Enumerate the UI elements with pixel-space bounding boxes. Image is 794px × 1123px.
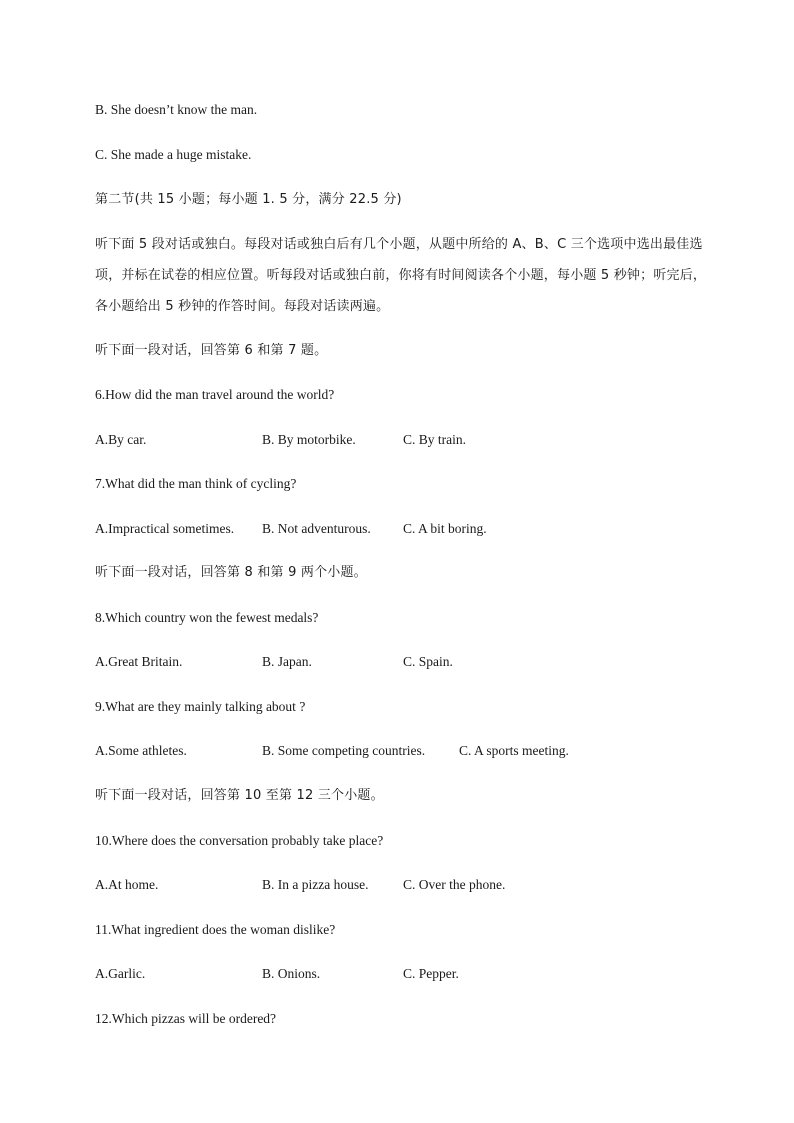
q9-option-b: B. Some competing countries.: [262, 743, 426, 758]
q6-option-a: A.By car.: [95, 432, 147, 447]
question-8: 8.Which country won the fewest medals?: [95, 610, 319, 625]
q11-option-a: A.Garlic.: [95, 966, 146, 981]
question-9: 9.What are they mainly talking about ?: [95, 699, 306, 714]
q9-option-a: A.Some athletes.: [95, 743, 187, 758]
q11-option-c: C. Pepper.: [403, 966, 459, 981]
q10-option-b: B. In a pizza house.: [262, 877, 369, 892]
q7-option-c: C. A bit boring.: [403, 521, 487, 536]
question-10: 10.Where does the conversation probably take place?: [95, 833, 384, 848]
q10-option-a: A.At home.: [95, 877, 159, 892]
q7-option-a: A.Impractical sometimes.: [95, 521, 235, 536]
q7-option-b: B. Not adventurous.: [262, 521, 371, 536]
q10-option-c: C. Over the phone.: [403, 877, 506, 892]
option-c-previous-question: C. She made a huge mistake.: [95, 147, 252, 162]
question-11: 11.What ingredient does the woman dislike?: [95, 922, 336, 937]
question-7: 7.What did the man think of cycling?: [95, 476, 297, 491]
q6-option-c: C. By train.: [403, 432, 466, 447]
dialogue-intro-6-7: 听下面一段对话，回答第 6 和第 7 题。: [95, 343, 328, 358]
q8-option-a: A.Great Britain.: [95, 654, 183, 669]
question-6: 6.How did the man travel around the world?: [95, 387, 335, 402]
q11-option-b: B. Onions.: [262, 966, 321, 981]
q8-option-b: B. Japan.: [262, 654, 312, 669]
section-instructions: 听下面 5 段对话或独白。每段对话或独白后有几个小题，从题中所给的 A、B、C 三个选项中选出最佳选项，并标在试卷的相应位置。听每段对话或独白前，你将有时间阅读各个小题，每小题 5 秒钟；听完后，各小题给出 5 秒钟的作答时间。每段对话读两遍。: [95, 237, 707, 314]
option-b-previous-question: B. She doesn’t know the man.: [95, 102, 258, 117]
dialogue-intro-10-12: 听下面一段对话，回答第 10 至第 12 三个小题。: [95, 788, 384, 803]
q9-option-c: C. A sports meeting.: [459, 743, 569, 758]
section-header: 第二节(共 15 小题；每小题 1. 5 分，满分 22.5 分): [95, 192, 402, 207]
q8-option-c: C. Spain.: [403, 654, 453, 669]
question-12: 12.Which pizzas will be ordered?: [95, 1011, 277, 1026]
q6-option-b: B. By motorbike.: [262, 432, 356, 447]
dialogue-intro-8-9: 听下面一段对话，回答第 8 和第 9 两个小题。: [95, 565, 367, 580]
